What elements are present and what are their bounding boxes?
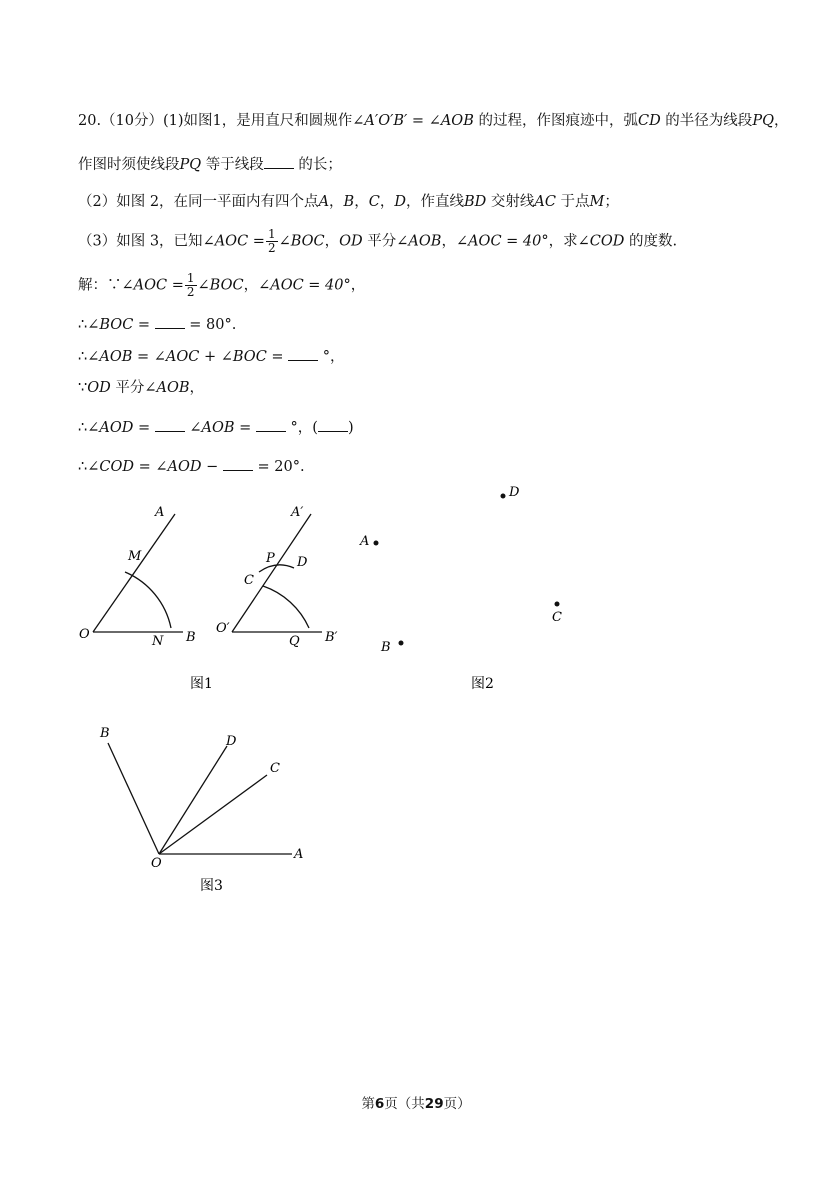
label-n: N <box>152 634 164 649</box>
total-pages: 29 <box>424 1096 444 1112</box>
answer-blank[interactable] <box>318 417 348 432</box>
figure-1 <box>93 514 322 632</box>
frac-denominator: 2 <box>186 285 195 299</box>
point-a-dot <box>374 541 379 546</box>
label-a: A <box>155 505 165 520</box>
label-d: D <box>226 734 237 749</box>
q3-text-e: ，求 <box>548 233 578 250</box>
q3-math-5: ∠AOC = 40° <box>455 233 549 250</box>
q3-math-3: OD <box>339 233 363 250</box>
frac-denominator: 2 <box>267 241 276 255</box>
label-o: O <box>151 856 162 871</box>
s5-close: ) <box>347 420 354 436</box>
q3-math-2: ∠BOC <box>278 233 325 250</box>
ray-od-3 <box>159 746 227 854</box>
point-d: D <box>394 194 406 210</box>
question-line-2 <box>78 154 342 175</box>
q3-math-1: ∠AOC = <box>202 233 265 250</box>
page-number: 6 <box>374 1096 385 1112</box>
answer-blank[interactable] <box>155 417 185 432</box>
q2-text: （2）如图 2，在同一平面内有四个点 <box>78 194 319 210</box>
label-c: C <box>552 610 562 625</box>
q1-line2-math: PQ <box>179 157 202 173</box>
s1-math-2: ∠BOC <box>197 277 244 294</box>
therefore-symbol: ∴ <box>78 317 88 333</box>
solution-line-5 <box>78 417 354 438</box>
q3-math-6: ∠COD <box>577 233 625 250</box>
figure-2-caption: 图2 <box>471 676 494 692</box>
q2-text-e: ； <box>604 194 619 210</box>
ray-ob-3 <box>108 743 159 854</box>
label-b: B <box>186 630 196 645</box>
s1-text: 解：∵ <box>78 277 122 294</box>
figures-area <box>0 480 832 900</box>
point-b-dot <box>399 641 404 646</box>
s5-math-1: ∠AOD = <box>87 420 151 436</box>
q1-text-end: ， <box>773 113 789 129</box>
q3-text-b: ， <box>324 233 340 250</box>
figure-3-caption: 图3 <box>200 878 223 894</box>
q3-text-c: 平分 <box>362 233 397 250</box>
label-c: C <box>244 573 254 588</box>
s4-math-1: OD <box>87 380 111 396</box>
page-footer <box>0 1092 832 1112</box>
q1-math-angle: ∠A′O′B′ = ∠AOB <box>352 113 474 129</box>
figure-3-labels <box>99 726 303 894</box>
point-a: A <box>318 194 330 210</box>
s6-math: ∠COD = ∠AOD − <box>87 459 219 475</box>
point-m: M <box>589 194 605 210</box>
label-b: B <box>381 640 391 655</box>
q3-text: （3）如图 3，已知 <box>78 233 203 250</box>
q2-text-c: 交射线 <box>486 194 535 210</box>
label-p: P <box>266 551 275 566</box>
therefore-symbol: ∴ <box>78 420 88 436</box>
q1-line2-mid: 等于线段 <box>201 157 264 173</box>
arc-cq <box>263 586 309 628</box>
ray-oc-3 <box>159 775 267 854</box>
answer-blank[interactable] <box>155 314 185 329</box>
point-c-dot <box>555 602 560 607</box>
figure-1-caption: 图1 <box>190 676 213 692</box>
point-c: C <box>368 194 380 210</box>
frac-numerator: 1 <box>186 271 195 285</box>
footer-suffix: 页） <box>443 1096 471 1112</box>
s1-text-b: ， <box>243 277 259 294</box>
s4-text-c: ， <box>189 380 205 396</box>
label-m: M <box>128 549 142 564</box>
footer-prefix: 第 <box>361 1096 375 1112</box>
solution-line-2 <box>78 314 236 335</box>
footer-mid: 页（共 <box>384 1096 425 1112</box>
answer-blank[interactable] <box>223 456 253 471</box>
solution-line-4 <box>78 378 204 398</box>
label-a-prime: A′ <box>291 505 304 520</box>
answer-blank[interactable] <box>256 417 286 432</box>
label-d: D <box>509 485 520 500</box>
label-q: Q <box>289 634 300 649</box>
q3-text-d: ， <box>441 233 456 250</box>
therefore-symbol: ∴ <box>78 459 88 475</box>
q1-math-cd: CD <box>637 113 661 129</box>
question-line-1 <box>78 111 788 131</box>
figure-3 <box>108 743 292 854</box>
solution-line-1 <box>78 272 365 299</box>
arc-mn <box>125 572 171 628</box>
q1-text-mid: 的过程，作图痕迹中，弧 <box>473 113 638 129</box>
s6-end: = 20°. <box>257 459 305 475</box>
line-bd: BD <box>463 194 487 210</box>
point-b: B <box>343 194 355 210</box>
figure-2 <box>359 485 562 692</box>
answer-blank[interactable] <box>264 154 294 169</box>
ray-oa <box>93 514 175 632</box>
question-part-3 <box>78 228 677 255</box>
s1-text-c: ， <box>350 277 366 294</box>
q1-line2-text: 作图时须使线段 <box>78 157 180 173</box>
label-c: C <box>270 761 280 776</box>
fraction-half <box>266 228 278 255</box>
because-symbol: ∵ <box>78 380 88 396</box>
s4-math-2: ∠AOB <box>144 380 190 396</box>
q1-line2-end: 的长； <box>293 157 342 173</box>
s1-math-3: ∠AOC = 40° <box>258 277 351 294</box>
s5-end: °，( <box>290 420 318 436</box>
question-part-2: （2）如图 2，在同一平面内有四个点A，B，C，D，作直线BD 交射线AC 于点M； <box>78 194 619 210</box>
s2-math: ∠BOC = <box>87 317 151 333</box>
q1-text: 20.（10分）(1)如图1，是用直尺和圆规作 <box>78 113 353 129</box>
label-a: A <box>360 534 370 549</box>
s4-text-b: 平分 <box>110 380 145 396</box>
therefore-symbol: ∴ <box>78 349 88 365</box>
point-d-dot <box>501 494 506 499</box>
label-b: B <box>100 726 110 741</box>
q3-math-4: ∠AOB <box>396 233 442 250</box>
s5-math-2: ∠AOB = <box>189 420 252 436</box>
solution-line-6 <box>78 456 305 477</box>
solution-line-3 <box>78 346 345 367</box>
q1-text-mid2: 的半径为线段 <box>660 113 753 129</box>
q1-math-pq: PQ <box>752 113 774 129</box>
frac-numerator: 1 <box>267 227 276 241</box>
answer-blank[interactable] <box>288 346 318 361</box>
q2-text-b: ，作直线 <box>405 194 464 210</box>
label-o-prime: O′ <box>216 621 230 636</box>
s1-math-1: ∠AOC = <box>121 277 184 294</box>
q2-text-d: 于点 <box>555 194 590 210</box>
label-d: D <box>297 555 308 570</box>
q3-text-f: 的度数. <box>624 233 678 250</box>
label-b-prime: B′ <box>325 630 338 645</box>
s3-math: ∠AOB = ∠AOC + ∠BOC = <box>87 349 284 365</box>
label-a: A <box>294 847 304 862</box>
ray-ac: AC <box>534 194 556 210</box>
label-o: O <box>79 627 90 642</box>
s3-end: °， <box>322 349 345 365</box>
fraction-half <box>185 272 197 299</box>
s2-end: = 80°. <box>189 317 237 333</box>
